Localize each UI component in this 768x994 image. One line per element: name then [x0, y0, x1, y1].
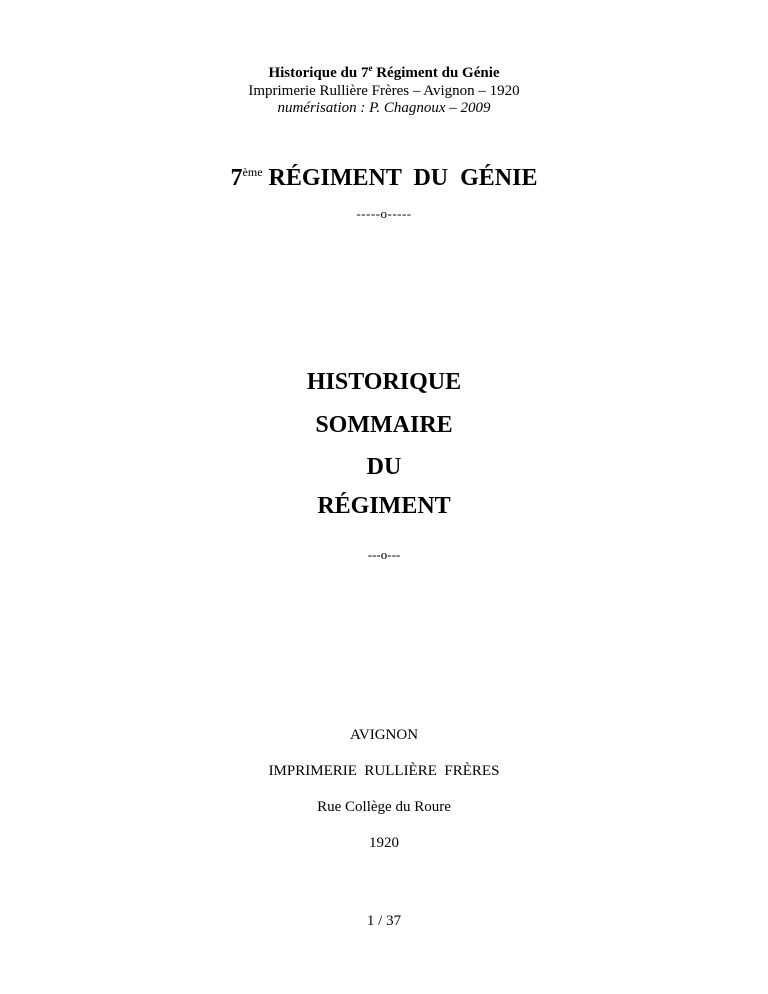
header-printer-line: Imprimerie Rullière Frères – Avignon – 1920 [248, 83, 520, 99]
title-line-du: DU [366, 454, 402, 480]
separator-top: -----o----- [356, 206, 412, 221]
header-scan-credit: numérisation : P. Chagnoux – 2009 [277, 100, 491, 116]
regiment-number: 7 [230, 165, 243, 191]
header-title [0, 63, 768, 81]
regiment-name: RÉGIMENT DU GÉNIE [268, 165, 538, 191]
header-title-prefix: Historique du 7 [268, 65, 369, 81]
header-title-superscript: e [368, 63, 373, 73]
regiment-heading [0, 166, 768, 190]
separator-bottom: ---o--- [367, 547, 401, 562]
title-line-historique: HISTORIQUE [306, 369, 462, 395]
header-title-suffix: Régiment du Génie [372, 65, 500, 81]
regiment-number-superscript: ème [242, 165, 263, 179]
title-line-sommaire: SOMMAIRE [315, 412, 453, 438]
imprint-printer: IMPRIMERIE RULLIÈRE FRÈRES [268, 763, 500, 779]
imprint-year: 1920 [369, 835, 399, 851]
imprint-city: AVIGNON [349, 727, 419, 743]
title-line-regiment: RÉGIMENT [317, 493, 451, 519]
imprint-address: Rue Collège du Roure [317, 799, 451, 815]
page-number: 1 / 37 [366, 913, 402, 929]
